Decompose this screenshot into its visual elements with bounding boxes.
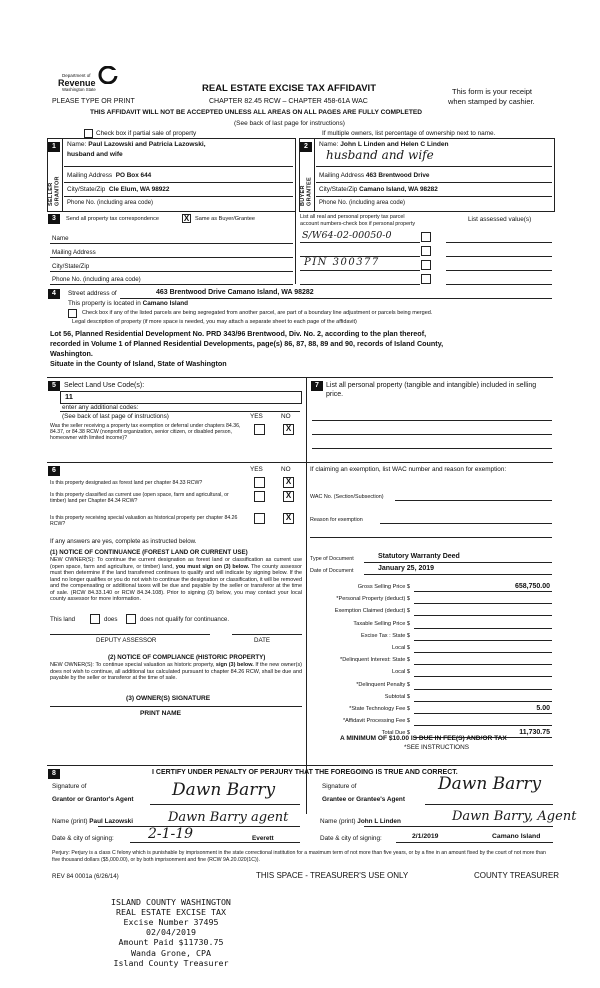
notice-2-title: (2) NOTICE OF COMPLIANCE (HISTORIC PROPERTY) (108, 654, 266, 661)
tax-row-label: Exemption Claimed (deduct) $ (334, 608, 410, 615)
seller-name-1: Paul Lazowski and Patricia Lazowski, (88, 141, 206, 148)
buyer-phone-label: Phone No. (including area code) (319, 200, 406, 206)
section-4-number: 4 (48, 289, 60, 299)
parcel-header-1: List all real and personal property tax parcel (300, 214, 405, 220)
notice-2-bold: sign (3) below. (215, 662, 254, 668)
tax-row-label: Local $ (391, 669, 410, 676)
parcel-header-2: account numbers-check box if personal property (300, 221, 416, 227)
multiple-owners-label: If multiple owners, list percentage of ownership next to name. (322, 130, 496, 137)
treasurer-stamp (96, 897, 246, 968)
tax-row-line (414, 664, 552, 665)
doc-date: January 25, 2019 (378, 565, 435, 572)
grantee-signature: Dawn Barry (438, 774, 542, 794)
historic-question: Is this property receiving special valuation as historical property per chapter 84.26 RCW? (50, 515, 238, 527)
section-7-number: 7 (311, 381, 323, 391)
section-1-number: 1 (48, 142, 60, 152)
revenue-logo-icon (98, 66, 118, 84)
section-6-number: 6 (48, 466, 60, 476)
additional-codes-label: enter any additional codes: (62, 404, 139, 411)
street-address: 463 Brentwood Drive Camano Island, WA 98282 (156, 289, 314, 296)
same-as-buyer-label: Same as Buyer/Grantee (195, 216, 256, 222)
tax-row-line (414, 713, 552, 714)
tax-row-label: Total Due $ (381, 730, 410, 737)
tax-row-label: Excise Tax : State $ (360, 632, 410, 639)
seller-city-label: City/State/Zip (67, 186, 106, 193)
seller-mailing-label: Mailing Address (67, 172, 113, 179)
exemption-question: Was the seller receiving a property tax exemption or deferral under chapters 84.36, 84.37, or 84.38 RCW (nonprofit organization, senior citizen, or disabled person, homeowner with limited income)? (50, 423, 241, 441)
s6-no-header: NO (281, 466, 291, 473)
form-revision: REV 84 0001a (6/26/14) (52, 873, 119, 880)
tax-row-line (414, 640, 552, 641)
grantee-city: Camano Island (492, 833, 541, 840)
dor-logo (58, 66, 120, 96)
minimum-fee-note: A MINIMUM OF $10.00 IS DUE IN FEE(S) AND/OR TAX (340, 735, 507, 742)
grantee-printed-name: John L Linden (357, 818, 401, 825)
assessed-header: List assessed value(s) (468, 216, 532, 223)
tax-row-line (414, 615, 552, 616)
tax-row-line (414, 676, 552, 677)
corr-name-label: Name (52, 235, 69, 242)
wac-label: WAC No. (Section/Subsection) (310, 494, 384, 500)
partial-sale-checkbox[interactable] (84, 129, 93, 138)
grantor-date-city-label: Date & city of signing: (52, 835, 114, 842)
logo-line-1: Department of (62, 73, 91, 78)
land-use-code-field[interactable] (60, 391, 302, 404)
historic-yes-checkbox[interactable] (254, 513, 265, 524)
receipt-note-1: This form is your receipt (452, 87, 533, 96)
corr-phone-label: Phone No. (including area code) (52, 276, 141, 283)
grantor-city: Everett (252, 835, 274, 842)
reason-label: Reason for exemption (310, 517, 363, 523)
historic-no-checkbox[interactable]: X (283, 513, 294, 524)
please-type: PLEASE TYPE OR PRINT (52, 98, 135, 105)
tax-row-label: Local $ (391, 645, 410, 651)
tax-row-label: *Personal Property (deduct) $ (336, 596, 410, 603)
tax-row-label: Subtotal $ (384, 693, 410, 700)
forest-question: Is this property designated as forest land per chapter 84.33 RCW? (50, 480, 203, 486)
seller-name-2: husband and wife (67, 151, 123, 158)
partial-sale-label: Check box if partial sale of property (96, 130, 197, 137)
grantor-sig-label: Signature of (52, 783, 87, 790)
tax-row-label: *Delinquent Interest: State $ (340, 657, 410, 664)
tax-row-line (414, 628, 552, 629)
county-treasurer-label: COUNTY TREASURER (474, 871, 560, 880)
parcel-1-personal-checkbox[interactable] (421, 232, 431, 242)
doc-type: Statutory Warranty Deed (378, 553, 460, 560)
grantee-name-signature: Dawn Barry, Agent (452, 809, 577, 824)
print-name-label: PRINT NAME (140, 710, 182, 717)
section-3-number: 3 (48, 214, 60, 224)
grantee-date: 2/1/2019 (412, 833, 439, 840)
tax-row-line (414, 701, 552, 702)
tax-row-label: Gross Selling Price $ (357, 584, 410, 590)
land-use-no-header: NO (281, 413, 291, 420)
does-checkbox[interactable] (90, 614, 100, 624)
legal-line-4: Situate in the County of Island, State of Washington (50, 359, 227, 368)
this-land-label: This land (50, 616, 76, 623)
forest-no-checkbox[interactable]: X (283, 477, 294, 488)
legal-label: Legal description of property (if more space is needed, you may attach a separate sheet to each page of the affidavit) (72, 319, 357, 325)
buyer-side-label: BUYER GRANTEE (300, 177, 313, 206)
exemption-no-checkbox[interactable]: X (283, 424, 294, 435)
form-chapter: CHAPTER 82.45 RCW – CHAPTER 458-61A WAC (209, 98, 368, 105)
notice-1-title: (1) NOTICE OF CONTINUANCE (FOREST LAND OR CURRENT USE) (50, 549, 248, 556)
doc-date-label: Date of Document (310, 568, 354, 574)
grantor-printed-name: Paul Lazowski (89, 818, 133, 825)
stamp-line-2: REAL ESTATE EXCISE TAX (116, 907, 226, 918)
tax-row-value[interactable]: 658,750.00 (514, 583, 550, 590)
corr-city-label: City/State/Zip (52, 263, 90, 270)
legal-line-3: Washington. (50, 349, 93, 358)
buyer-city-label: City/State/Zip (319, 186, 358, 193)
buyer-city: Camano Island, WA 98282 (359, 186, 438, 193)
tax-row-line (414, 591, 552, 592)
parcel-2-personal-checkbox[interactable] (421, 246, 431, 256)
street-label: Street address of (68, 290, 117, 297)
same-as-buyer-checkbox[interactable]: X (183, 214, 190, 223)
tax-row-line (414, 689, 552, 690)
tax-row-label: *Affidavit Processing Fee $ (342, 718, 410, 725)
buyer-mailing-label: Mailing Address (319, 172, 365, 179)
tax-row-line (414, 652, 552, 653)
notice-1-part-2: The county assessor must then determine if the land transferred continues to qualify and will indicate by signing below. If the land no longer qualifies or you do not wish to continue the designation or classification, it will be removed and the compensating or additional taxes will be due and payable by the seller or transferor at the time of sale. (RCW 84.33.140 or RCW 84.34.108). Prior to signing (3) below, you may contact your local county assessor for more information. (50, 563, 302, 603)
receipt-note-2: when stamped by cashier. (448, 97, 535, 106)
current-use-question: Is this property classified as current use (open space, farm and agricultural, or timber) land per Chapter 84.34 RCW? (50, 492, 229, 504)
located-label: This property is located in (68, 300, 141, 307)
tax-row-line (414, 725, 552, 726)
see-back-note: (See back of last page for instructions) (234, 120, 345, 127)
does-not-checkbox[interactable] (126, 614, 136, 624)
land-use-label: Select Land Use Code(s): (64, 382, 145, 389)
tax-row-line (414, 603, 552, 604)
segregated-label: Check box if any of the listed parcels are being segregated from another parcel, are part of a boundary line adjustment or parcels being merged. (82, 310, 433, 316)
buyer-mailing: 463 Brentwood Drive (365, 172, 430, 179)
does-label: does (104, 616, 118, 623)
not-accepted-warning: THIS AFFIDAVIT WILL NOT BE ACCEPTED UNLESS ALL AREAS ON ALL PAGES ARE FULLY COMPLETED (90, 109, 423, 116)
grantee-name-print-label: Name (print) (320, 818, 356, 825)
buyer-name-label: Name: (319, 141, 339, 148)
stamp-line-3: Excise Number 37495 (123, 917, 219, 928)
seller-mailing: PO Box 644 (115, 172, 152, 179)
tax-row-label: *State Technology Fee $ (349, 706, 410, 712)
stamp-line-7: Island County Treasurer (113, 957, 229, 968)
stamp-line-1: ISLAND COUNTY WASHINGTON (111, 897, 231, 907)
deputy-assessor-label: DEPUTY ASSESSOR (96, 637, 157, 644)
buyer-name-2: husband and wife (326, 148, 434, 162)
legal-line-2: recorded in Volume 1 of Planned Residential Developments, page(s) 86, 87, 88, 89 and 90, records of Island County, (50, 339, 444, 348)
parcel-3-personal-checkbox[interactable] (421, 260, 431, 270)
does-not-label: does not qualify for continuance. (140, 616, 230, 623)
notice-2-body (50, 662, 302, 682)
s6-yes-header: YES (250, 466, 263, 473)
exemption-yes-checkbox[interactable] (254, 424, 265, 435)
owner-signature-label: (3) OWNER(S) SIGNATURE (126, 695, 211, 702)
tax-row-value[interactable]: 5.00 (536, 705, 550, 712)
corr-mailing-label: Mailing Address (52, 249, 96, 256)
section-8-number: 8 (48, 769, 60, 779)
notice-2-part-2: If the new owner(s) does not wish to continue, all additional tax calculated pursuant to chapter 84.26 RCW, shall be due and payable by the seller or transferor at the time of sale. (50, 662, 302, 682)
grantor-name-signature: Dawn Barry agent (168, 810, 289, 825)
send-correspondence-label: Send all property tax correspondence (66, 216, 159, 222)
seller-side-label: SELLER GRANTOR (48, 176, 61, 206)
stamp-line-6: Wanda Grone, CPA (131, 947, 211, 958)
tax-row-label: Taxable Selling Price $ (353, 620, 410, 627)
land-use-code: 11 (65, 392, 73, 401)
parcel-2: PIN 300377 (304, 257, 380, 268)
parcel-4-personal-checkbox[interactable] (421, 274, 431, 284)
legal-line-1: Lot 56, Planned Residential Development No. PRD 343/96 Brentwood, Div. No. 2, according to the plan thereof, (50, 329, 427, 338)
notice-1-bold: you must sign on (3) below. (175, 563, 250, 570)
personal-property-text: List all personal property (tangible and intangible) included in selling price. (326, 382, 537, 399)
logo-line-3: Washington State (62, 87, 96, 92)
if-any-yes: If any answers are yes, complete as instructed below. (50, 538, 197, 545)
stamp-line-4: 02/04/2019 (146, 927, 196, 938)
located-value: Camano Island (142, 300, 189, 307)
logo-line-2: Revenue (58, 78, 96, 88)
see-instructions: *SEE INSTRUCTIONS (404, 744, 469, 751)
seller-name-label: Name: (67, 141, 87, 148)
buyer-name-1: John L Linden and Helen C Linden (340, 141, 449, 148)
grantor-date: 2-1-19 (148, 826, 194, 842)
land-use-see-back: (See back of last page of instructions) (62, 413, 169, 420)
current-use-yes-checkbox[interactable] (254, 491, 265, 502)
grantee-agent-label: Grantee or Grantee's Agent (322, 796, 405, 803)
perjury-warning: Perjury: Perjury is a class C felony which is punishable by imprisonment in the state correctional institution for a maximum term of not more than five years, or by a fine in an amount fixed by the court of not more than five thousand dollars ($5,000.00), or by both imprisonment and fine (RCW 9A.20.020(1C)). (52, 850, 546, 863)
segregated-checkbox[interactable] (68, 309, 77, 318)
section-2-number: 2 (300, 142, 312, 152)
seller-phone-label: Phone No. (including area code) (67, 200, 154, 206)
seller-city: Cle Elum, WA 98922 (108, 186, 170, 193)
land-use-yes-header: YES (250, 413, 263, 420)
current-use-no-checkbox[interactable]: X (283, 491, 294, 502)
tax-row-label: *Delinquent Penalty $ (356, 681, 410, 688)
grantee-date-city-label: Date & city of signing: (320, 835, 382, 842)
perjury-certify: I CERTIFY UNDER PENALTY OF PERJURY THAT THE FOREGOING IS TRUE AND CORRECT. (152, 769, 458, 776)
notice-1-body (50, 557, 302, 603)
tax-row-value[interactable]: 11,730.75 (519, 729, 550, 737)
grantor-signature: Dawn Barry (172, 780, 276, 800)
forest-yes-checkbox[interactable] (254, 477, 265, 488)
form-title: REAL ESTATE EXCISE TAX AFFIDAVIT (202, 83, 377, 94)
grantor-name-print-label: Name (print) (52, 818, 88, 825)
doc-type-label: Type of Document (310, 556, 354, 562)
notice-2-part-1: NEW OWNER(S): To continue special valuation as historic property, (50, 662, 215, 668)
grantee-sig-label: Signature of (322, 783, 357, 790)
notice-1-part-1: NEW OWNER(S): To continue the current designation as forest land or classification as current use (open space, farm and agriculture, or timber) land, (50, 557, 302, 570)
parcel-1: S/W64-02-00050-0 (302, 230, 392, 241)
grantor-agent-label: Grantor or Grantor's Agent (52, 796, 134, 803)
section-5-number: 5 (48, 381, 60, 391)
treasurer-use-only: THIS SPACE - TREASURER'S USE ONLY (256, 871, 409, 880)
deputy-date-label: DATE (254, 637, 271, 644)
stamp-line-5: Amount Paid $11730.75 (118, 937, 224, 948)
exemption-claim-label: If claiming an exemption, list WAC number and reason for exemption: (310, 466, 507, 473)
